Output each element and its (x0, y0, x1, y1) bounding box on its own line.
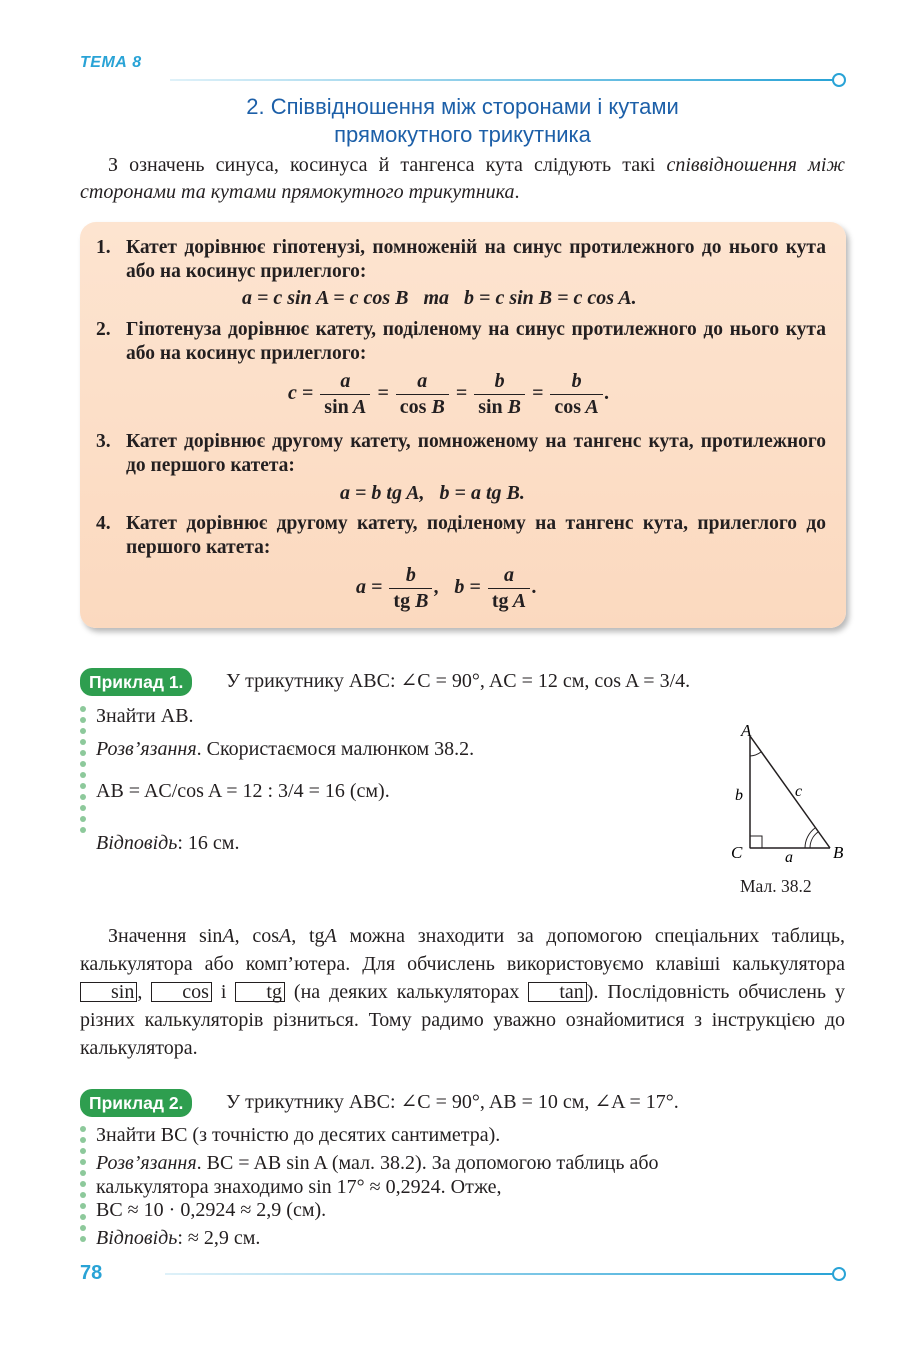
solution-label: Розв’язання (96, 1152, 197, 1174)
formula-1-text: a = c sin A = c cos B та b = c sin B = c cos A. (242, 287, 637, 309)
rule-number: 1. (96, 237, 111, 258)
rule-number: 3. (96, 431, 111, 452)
rule-text: Гіпотенуза дорівнює катету, поділеному на синус протилежного до нього кута або на косинус прилеглого: (126, 319, 826, 364)
answer-text: : ≈ 2,9 см. (177, 1227, 261, 1249)
formula-2: c = $\frac{a}{\text{sin A}}$ = $\frac{a}{\text{cos B}}$ = $\frac{b}{\text{sin B}}$ = $\frac{b}{\text{cos A}}$ . (288, 370, 610, 418)
rule-number: 4. (96, 513, 111, 534)
example-2-dots (80, 1126, 86, 1247)
example-1-answer (96, 830, 239, 856)
cos-key: cos (151, 982, 212, 1002)
side-c-label: c (795, 783, 803, 800)
tg-key: tg (235, 982, 285, 1002)
side-b-label: b (735, 787, 743, 804)
rule-number: 2. (96, 319, 111, 340)
example-1-solution (96, 736, 474, 762)
fraction: $\frac{a}{\text{cos B}}$ (396, 370, 449, 419)
header-rule-end-icon (832, 73, 846, 87)
example-2-badge: Приклад 2. (80, 1089, 192, 1117)
solution-text: . BC = AB sin A (мал. 38.2). За допомогою таблиць або (196, 1152, 659, 1174)
example-1-badge: Приклад 1. (80, 668, 192, 696)
example-2-solution-2: калькулятора знаходимо sin 17° ≈ 0,2924. Отже, (96, 1176, 502, 1198)
intro-italic-text: співвідношення між сторонами та кутами прямокутного трикутника (80, 154, 845, 203)
example-1-condition: У трикутнику ABC: ∠C = 90°, AC = 12 см, cos A = 3/4. (226, 670, 691, 692)
triangle-figure (725, 718, 855, 868)
figure-caption: Мал. 38.2 (740, 876, 812, 896)
intro-text: З означень синуса, косинуса й тангенса кута слідують такі (108, 154, 667, 176)
fraction: $\frac{b}{\text{sin B}}$ (474, 370, 525, 419)
example-2-solution-1 (96, 1150, 659, 1176)
vertex-C-label: C (731, 843, 743, 862)
footer-rule (165, 1273, 834, 1275)
formula-1 (242, 287, 637, 310)
rule-item-2 (96, 318, 826, 366)
example-2-answer (96, 1225, 260, 1251)
rule-item-1 (96, 236, 826, 284)
sin-key: sin (80, 982, 137, 1002)
header-rule (170, 79, 834, 81)
example-2-find: Знайти BC (з точністю до десятих сантиметра). (96, 1124, 501, 1146)
page-number: 78 (80, 1262, 103, 1284)
calculator-paragraph: Значення sinA, cosA, tgA можна знаходити за допомогою спеціальних таблиць, калькулятора або комп’ютера. Для обчислень використовуємо клавіші калькулятора sin , cos і tg (на деяких калькуляторах tan ). Послідовність обчислень у різних калькуляторів різниться. Тому радимо уважно ознайомитися з інструкцією до калькулятора. (80, 925, 845, 1059)
example-1-calc: AB = AC/cos A = 12 : 3/4 = 16 (см). (96, 780, 390, 802)
rule-text: Катет дорівнює другому катету, помноженому на тангенс кута, протилежного до першого катета: (126, 431, 826, 476)
example-2-solution-3: BC ≈ 10 · 0,2924 ≈ 2,9 (см). (96, 1199, 327, 1221)
section-title (80, 93, 845, 149)
answer-text: : 16 см. (177, 832, 240, 854)
side-a-label: a (785, 849, 793, 866)
vertex-A-label: A (741, 721, 752, 740)
solution-label: Розв’язання (96, 738, 197, 760)
fraction: $\frac{b}{\text{cos A}}$ (550, 370, 602, 419)
answer-label: Відповідь (96, 1227, 178, 1249)
footer-rule-end-icon (832, 1267, 846, 1281)
section-title-line1: 2. Співвідношення між сторонами і кутами (246, 94, 679, 119)
topic-label: ТЕМА 8 (80, 54, 142, 71)
rule-item-3 (96, 430, 826, 478)
fraction: $\frac{b}{\text{tg B}}$ (389, 564, 432, 613)
formula-3-text: a = b tg A, b = a tg B. (340, 482, 525, 504)
rule-text: Катет дорівнює другому катету, поділеному на тангенс кута, прилеглого до першого катета: (126, 513, 826, 558)
section-title-line2: прямокутного трикутника (334, 122, 591, 147)
intro-paragraph (80, 152, 845, 206)
rule-item-4 (96, 512, 826, 560)
example-1-find: Знайти AB. (96, 705, 194, 727)
answer-label: Відповідь (96, 832, 178, 854)
vertex-B-label: B (833, 843, 844, 862)
example-2-condition: У трикутнику ABC: ∠C = 90°, AB = 10 см, ∠A = 17°. (226, 1091, 679, 1113)
fraction: $\frac{a}{\text{sin A}}$ (320, 370, 370, 419)
tan-key: tan (528, 982, 586, 1002)
example-1-dots (80, 706, 86, 838)
rule-text: Катет дорівнює гіпотенузі, помноженій на синус протилежного до нього кута або на косинус прилеглого: (126, 237, 826, 282)
formula-4: a = $\frac{b}{\text{tg B}}$ , b = $\frac{a}{\text{tg A}}$ . (356, 564, 538, 612)
solution-text: . Скористаємося малюнком 38.2. (196, 738, 475, 760)
formula-3 (340, 482, 525, 505)
fraction: $\frac{a}{\text{tg A}}$ (488, 564, 530, 613)
intro-end: . (514, 181, 520, 203)
